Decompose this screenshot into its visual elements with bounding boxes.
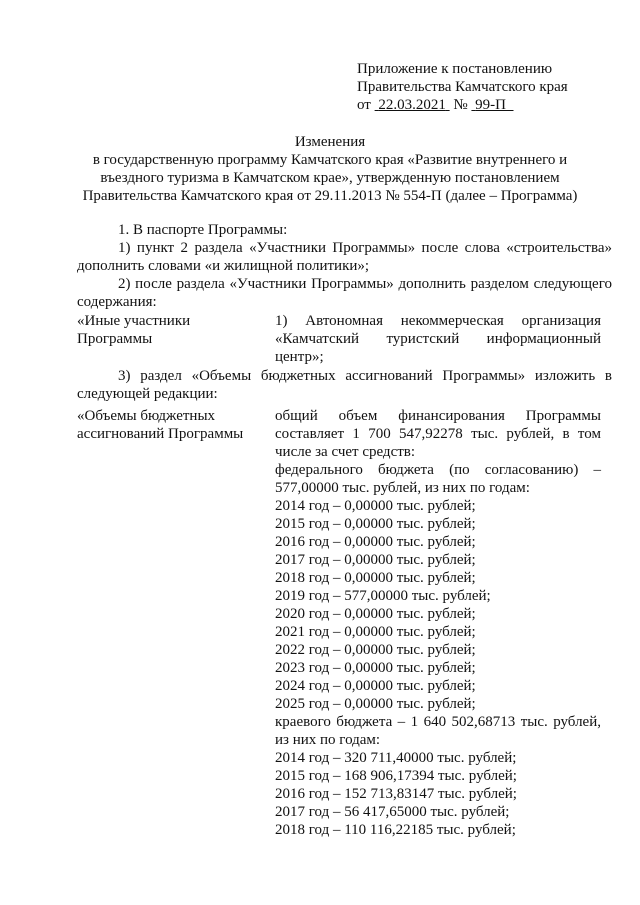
- resolution-number: 99-П: [475, 97, 506, 113]
- text-line: 577,00000 тыс. рублей, из них по годам:: [275, 480, 530, 496]
- paragraph: 1) пункт 2 раздела «Участники Программы» после слова «строительства» дополнить словами «и жилищной политики»;: [77, 240, 612, 274]
- table-right-cell: [275, 407, 601, 839]
- resolution-date: 22.03.2021: [378, 97, 446, 113]
- federal-year-line: 2021 год – 0,00000 тыс. рублей;: [275, 624, 476, 640]
- appendix-line-1: Приложение к постановлению: [357, 61, 553, 77]
- regional-year-line: 2017 год – 56 417,65000 тыс. рублей;: [275, 804, 510, 820]
- text-line: из них по годам:: [275, 732, 381, 748]
- appendix-line-2: Правительства Камчатского края: [357, 79, 568, 95]
- text-line: «Камчатский туристский информационный: [275, 331, 601, 347]
- table-left-cell: «Иные участники Программы: [77, 313, 191, 347]
- text-line: 1) Автономная некоммерческая организация: [275, 313, 601, 329]
- table-right-cell: [275, 312, 601, 366]
- title-line-1: Изменения: [294, 134, 366, 150]
- number-label: №: [453, 97, 468, 113]
- text-line: составляет 1 700 547,92278 тыс. рублей, в том: [275, 426, 601, 442]
- section-1: [77, 221, 612, 311]
- federal-year-line: 2016 год – 0,00000 тыс. рублей;: [275, 534, 476, 550]
- text-line: общий объем финансирования Программы: [275, 408, 601, 424]
- federal-year-line: 2015 год – 0,00000 тыс. рублей;: [275, 516, 476, 532]
- text-line: краевого бюджета – 1 640 502,68713 тыс. рублей,: [275, 714, 601, 730]
- federal-year-line: 2020 год – 0,00000 тыс. рублей;: [275, 606, 476, 622]
- appendix-block: [357, 60, 627, 114]
- text-line: центр»;: [275, 349, 324, 365]
- title-line-3: въездного туризма в Камчатском крае», утвержденную постановлением: [100, 170, 560, 186]
- document-title: [40, 133, 620, 205]
- federal-year-line: 2022 год – 0,00000 тыс. рублей;: [275, 642, 476, 658]
- paragraph: 2) после раздела «Участники Программы» дополнить разделом следующего содержания:: [77, 276, 612, 310]
- title-line-4: Правительства Камчатского края от 29.11.2013 № 554-П (далее – Программа): [82, 188, 578, 204]
- from-label: от: [357, 97, 371, 113]
- paragraph: 3) раздел «Объемы бюджетных ассигнований Программы» изложить в следующей редакции:: [77, 368, 612, 402]
- federal-year-line: 2023 год – 0,00000 тыс. рублей;: [275, 660, 476, 676]
- federal-year-line: 2025 год – 0,00000 тыс. рублей;: [275, 696, 476, 712]
- regional-year-line: 2016 год – 152 713,83147 тыс. рублей;: [275, 786, 517, 802]
- section-3: [77, 367, 612, 403]
- text-line: федерального бюджета (по согласованию) –: [275, 462, 601, 478]
- federal-year-line: 2017 год – 0,00000 тыс. рублей;: [275, 552, 476, 568]
- table-left-cell: «Объемы бюджетных ассигнований Программы: [77, 408, 244, 442]
- regional-year-line: 2015 год – 168 906,17394 тыс. рублей;: [275, 768, 517, 784]
- federal-year-line: 2024 год – 0,00000 тыс. рублей;: [275, 678, 476, 694]
- federal-year-line: 2019 год – 577,00000 тыс. рублей;: [275, 588, 491, 604]
- federal-year-line: 2018 год – 0,00000 тыс. рублей;: [275, 570, 476, 586]
- federal-year-line: 2014 год – 0,00000 тыс. рублей;: [275, 498, 476, 514]
- title-line-2: в государственную программу Камчатского края «Развитие внутреннего и: [92, 152, 568, 168]
- paragraph: 1. В паспорте Программы:: [118, 222, 288, 238]
- text-line: числе за счет средств:: [275, 444, 416, 460]
- regional-year-line: 2014 год – 320 711,40000 тыс. рублей;: [275, 750, 517, 766]
- appendix-date-line: [357, 96, 627, 114]
- regional-year-line: 2018 год – 110 116,22185 тыс. рублей;: [275, 822, 516, 838]
